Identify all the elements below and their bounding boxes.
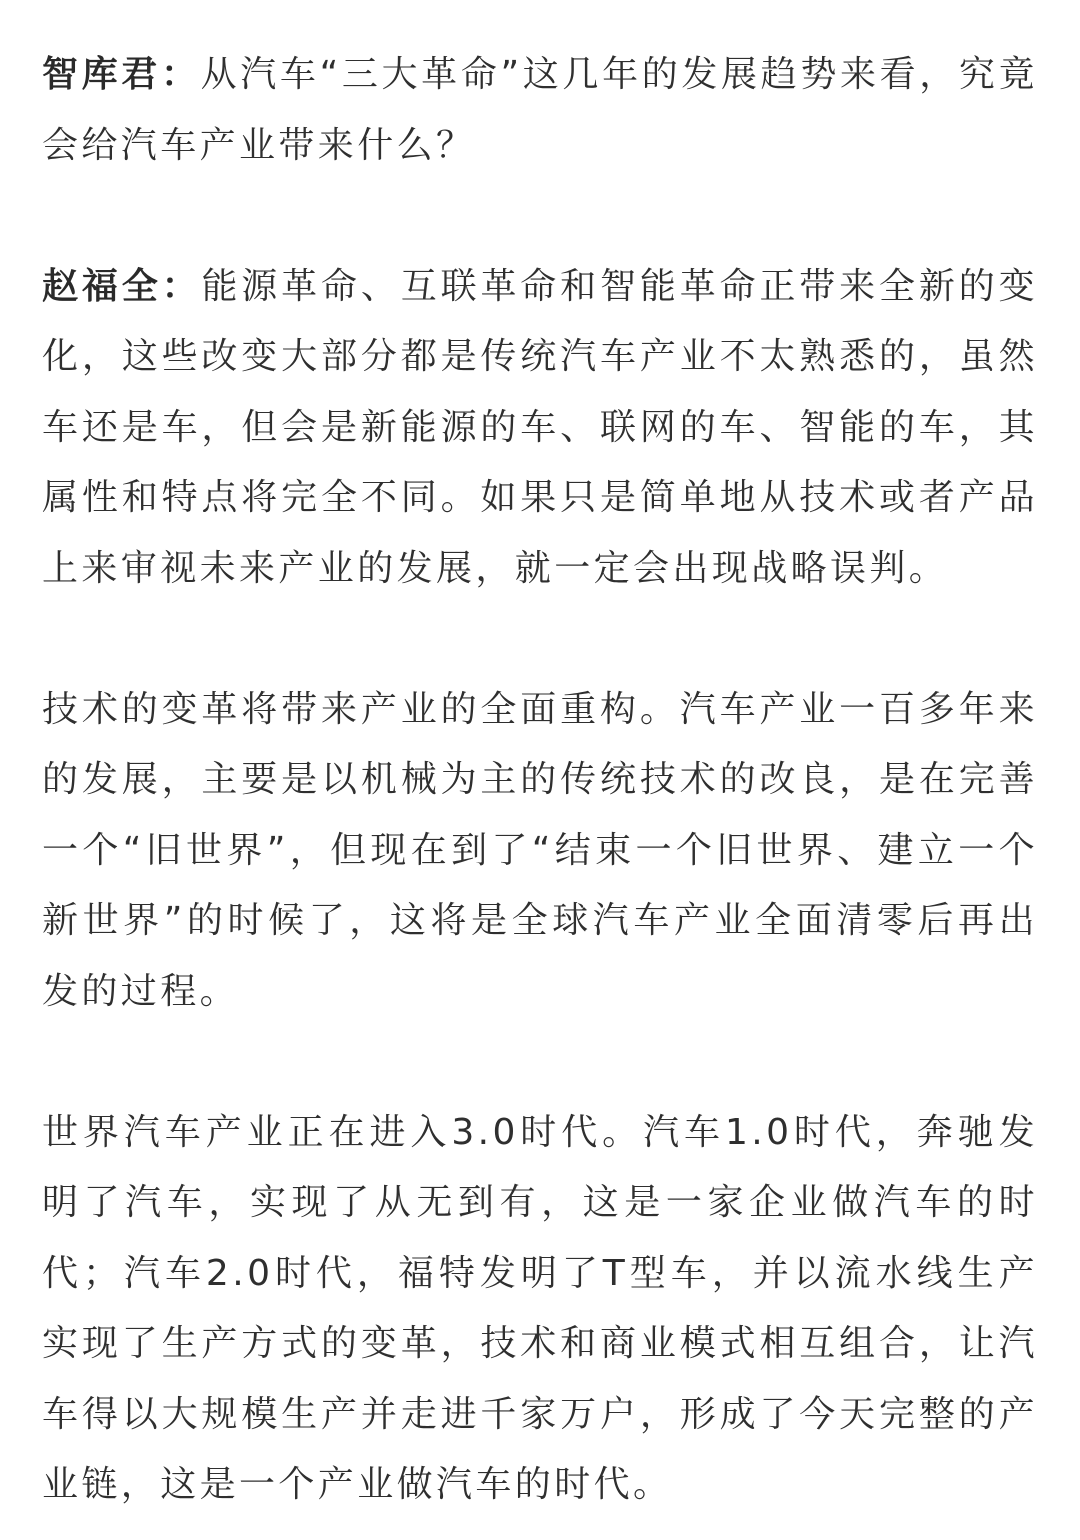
paragraph-question xyxy=(42,40,1038,181)
paragraph-body xyxy=(42,1098,1038,1521)
paragraph-text: 世界汽车产业正在进入3.0时代。汽车1.0时代，奔驰发明了汽车，实现了从无到有，这是一家企业做汽车的时代；汽车2.0时代，福特发明了T型车，并以流水线生产实现了生产方式的变革，技术和商业模式相互组合，让汽车得以大规模生产并走进千家万户，形成了今天完整的产业链，这是一个产业做汽车的时代。 xyxy=(42,1111,1038,1505)
paragraph-answer xyxy=(42,252,1038,605)
speaker-label: 智库君： xyxy=(42,54,201,95)
paragraph-body xyxy=(42,675,1038,1028)
paragraph-text: 从汽车“三大革命”这几年的发展趋势来看，究竟会给汽车产业带来什么？ xyxy=(42,54,1038,166)
paragraph-text: 技术的变革将带来产业的全面重构。汽车产业一百多年来的发展，主要是以机械为主的传统技术的改良，是在完善一个“旧世界”，但现在到了“结束一个旧世界、建立一个新世界”的时候了，这将是全球汽车产业全面清零后再出发的过程。 xyxy=(42,688,1038,1012)
speaker-label: 赵福全： xyxy=(42,265,202,307)
paragraph-text: 能源革命、互联革命和智能革命正带来全新的变化，这些改变大部分都是传统汽车产业不太熟悉的，虽然车还是车，但会是新能源的车、联网的车、智能的车，其属性和特点将完全不同。如果只是简单地从技术或者产品上来审视未来产业的发展，就一定会出现战略误判。 xyxy=(42,265,1038,589)
